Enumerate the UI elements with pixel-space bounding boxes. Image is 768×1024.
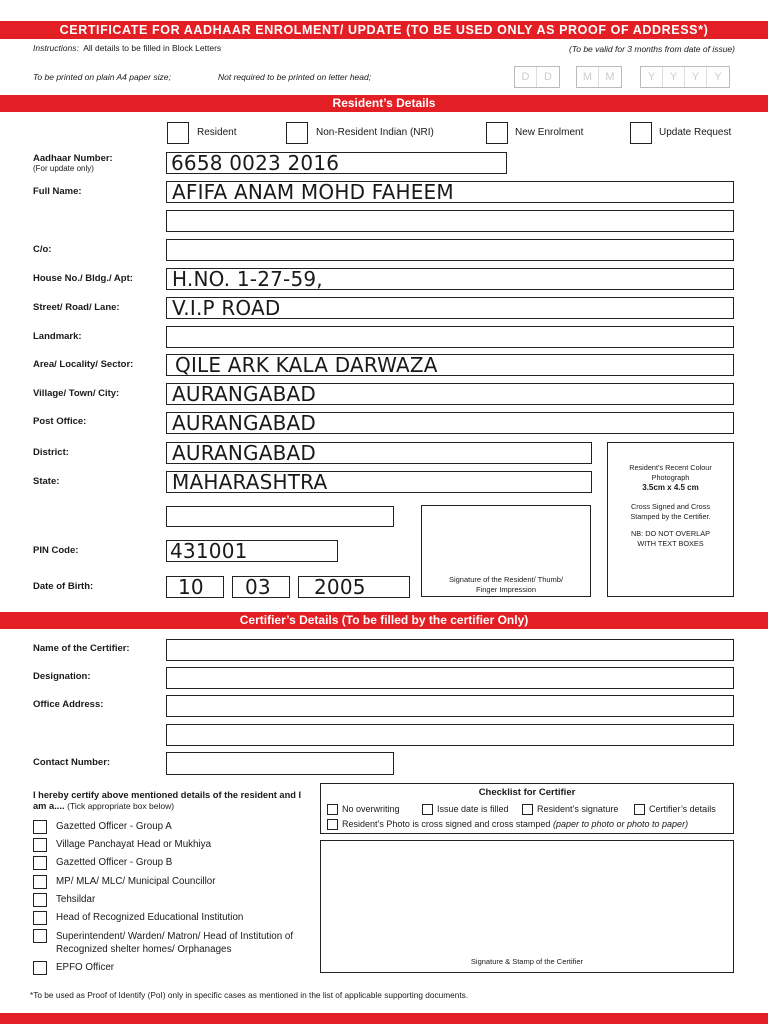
check-certifier-details[interactable] bbox=[634, 804, 645, 815]
check-photo-signed[interactable] bbox=[327, 819, 338, 830]
photo-instructions bbox=[612, 463, 729, 549]
post-office-value: AURANGABAD bbox=[172, 411, 317, 435]
instructions-text: All details to be filled in Block Letters bbox=[83, 43, 222, 53]
validity-note: (To be valid for 3 months from date of issue) bbox=[569, 44, 735, 54]
full-name-field-line2[interactable] bbox=[166, 210, 734, 232]
check-issue-date-label: Issue date is filled bbox=[437, 804, 509, 814]
certify-statement: I hereby certify above mentioned details of the resident and I am a.... (Tick appropriate box below) bbox=[33, 790, 302, 811]
village-label: Village/ Town/ City: bbox=[33, 388, 120, 399]
aadhaar-value: 6658 0023 2016 bbox=[171, 151, 340, 175]
check-photo-signed-note: (paper to photo or photo to paper) bbox=[552, 819, 689, 829]
photo-size: 3.5cm x 4.5 cm bbox=[642, 483, 699, 492]
issue-date-month[interactable]: M M bbox=[576, 66, 622, 88]
dob-month-value: 03 bbox=[245, 575, 271, 599]
post-office-label: Post Office: bbox=[33, 416, 87, 427]
new-enrolment-label: New Enrolment bbox=[515, 127, 584, 138]
house-value: H.NO. 1-27-59, bbox=[172, 267, 323, 291]
area-label: Area/ Locality/ Sector: bbox=[33, 359, 134, 370]
option-panchayat-checkbox[interactable] bbox=[33, 838, 47, 852]
option-tehsildar-checkbox[interactable] bbox=[33, 893, 47, 907]
nri-checkbox[interactable] bbox=[286, 122, 308, 144]
certifier-name-field[interactable] bbox=[166, 639, 734, 661]
footer-bar bbox=[0, 1013, 768, 1024]
state-label: State: bbox=[33, 476, 60, 487]
form-title: CERTIFICATE FOR AADHAAR ENROLMENT/ UPDATE (TO BE USED ONLY AS PROOF OF ADDRESS*) bbox=[0, 21, 768, 39]
certifier-section-header: Certifier’s Details (To be filled by the certifier Only) bbox=[0, 612, 768, 629]
resident-label: Resident bbox=[197, 127, 237, 138]
option-gazetted-a-label: Gazetted Officer - Group A bbox=[56, 821, 172, 832]
area-value: QILE ARK KALA DARWAZA bbox=[175, 353, 438, 377]
check-photo-signed-label: Resident’s Photo is cross signed and cross stamped (paper to photo or photo to paper) bbox=[342, 819, 689, 829]
option-panchayat-label: Village Panchayat Head or Mukhiya bbox=[56, 839, 212, 850]
full-name-label: Full Name: bbox=[33, 186, 82, 197]
landmark-label: Landmark: bbox=[33, 331, 82, 342]
option-epfo-label: EPFO Officer bbox=[56, 962, 115, 973]
option-education-head-checkbox[interactable] bbox=[33, 911, 47, 925]
district-label: District: bbox=[33, 447, 69, 458]
state-field-line2[interactable] bbox=[166, 506, 394, 527]
full-name-value: AFIFA ANAM MOHD FAHEEM bbox=[172, 180, 454, 204]
issue-date-day[interactable]: D D bbox=[514, 66, 560, 88]
state-value: MAHARASHTRA bbox=[172, 470, 328, 494]
landmark-field[interactable] bbox=[166, 326, 734, 348]
option-gazetted-b-label: Gazetted Officer - Group B bbox=[56, 857, 173, 868]
pin-value: 431001 bbox=[170, 539, 248, 563]
check-certifier-details-label: Certifier’s details bbox=[649, 804, 716, 814]
village-value: AURANGABAD bbox=[172, 382, 317, 406]
contact-number-label: Contact Number: bbox=[33, 757, 111, 768]
co-label: C/o: bbox=[33, 244, 52, 255]
designation-field[interactable] bbox=[166, 667, 734, 689]
aadhaar-label: Aadhaar Number: (For update only) bbox=[33, 153, 113, 173]
option-epfo-checkbox[interactable] bbox=[33, 961, 47, 975]
street-label: Street/ Road/ Lane: bbox=[33, 302, 120, 313]
resident-signature-caption: Signature of the Resident/ Thumb/ Finger Impression bbox=[448, 575, 564, 594]
update-request-checkbox[interactable] bbox=[630, 122, 652, 144]
office-address-field[interactable] bbox=[166, 695, 734, 717]
check-no-overwriting[interactable] bbox=[327, 804, 338, 815]
co-field[interactable] bbox=[166, 239, 734, 261]
aadhaar-sublabel: (For update only) bbox=[33, 164, 94, 173]
dob-year-value: 2005 bbox=[314, 575, 366, 599]
photo-instruction-line1: Resident’s Recent Colour Photograph bbox=[629, 463, 712, 482]
resident-section-header: Resident’s Details bbox=[0, 95, 768, 112]
option-education-head-label: Head of Recognized Educational Institution bbox=[56, 912, 244, 923]
pin-label: PIN Code: bbox=[33, 545, 79, 556]
option-tehsildar-label: Tehsildar bbox=[56, 894, 96, 905]
instructions bbox=[33, 43, 221, 53]
district-value: AURANGABAD bbox=[172, 441, 317, 465]
check-no-overwriting-label: No overwriting bbox=[342, 804, 400, 814]
resident-checkbox[interactable] bbox=[167, 122, 189, 144]
instructions-prefix: Instructions: bbox=[33, 43, 79, 53]
certifier-stamp-box[interactable] bbox=[320, 840, 734, 973]
designation-label: Designation: bbox=[33, 671, 91, 682]
option-shelter-head-checkbox[interactable] bbox=[33, 929, 47, 943]
certify-subtext: (Tick appropriate box below) bbox=[67, 801, 175, 811]
photo-instruction-line2: Cross Signed and Cross Stamped by the Certifier. bbox=[630, 502, 711, 521]
footer-note: *To be used as Proof of Identify (PoI) only in specific cases as mentioned in the list of applicable supporting documents. bbox=[30, 990, 469, 1000]
option-mp-mla-checkbox[interactable] bbox=[33, 875, 47, 889]
check-issue-date[interactable] bbox=[422, 804, 433, 815]
office-address-field-line2[interactable] bbox=[166, 724, 734, 746]
certifier-stamp-caption: Signature & Stamp of the Certifier bbox=[470, 957, 584, 966]
update-request-label: Update Request bbox=[659, 127, 732, 138]
new-enrolment-checkbox[interactable] bbox=[486, 122, 508, 144]
print-note-paper: To be printed on plain A4 paper size; bbox=[33, 72, 171, 82]
option-shelter-head-label: Superintendent/ Warden/ Matron/ Head of Institution of Recognized shelter homes/ Orphanages bbox=[56, 931, 294, 955]
street-value: V.I.P ROAD bbox=[172, 296, 281, 320]
issue-date-year[interactable]: Y Y Y Y bbox=[640, 66, 730, 88]
photo-nb: NB: DO NOT OVERLAP WITH TEXT BOXES bbox=[631, 529, 710, 548]
house-label: House No./ Bldg./ Apt: bbox=[33, 273, 133, 284]
nri-label: Non-Resident Indian (NRI) bbox=[316, 127, 434, 138]
checklist-title: Checklist for Certifier bbox=[478, 787, 576, 798]
dob-label: Date of Birth: bbox=[33, 581, 94, 592]
check-resident-signature-label: Resident’s signature bbox=[537, 804, 619, 814]
print-note-letterhead: Not required to be printed on letter head; bbox=[218, 72, 372, 82]
dob-day-value: 10 bbox=[178, 575, 204, 599]
certifier-name-label: Name of the Certifier: bbox=[33, 643, 130, 654]
contact-number-field[interactable] bbox=[166, 752, 394, 775]
option-gazetted-b-checkbox[interactable] bbox=[33, 856, 47, 870]
option-gazetted-a-checkbox[interactable] bbox=[33, 820, 47, 834]
check-resident-signature[interactable] bbox=[522, 804, 533, 815]
office-address-label: Office Address: bbox=[33, 699, 104, 710]
option-mp-mla-label: MP/ MLA/ MLC/ Municipal Councillor bbox=[56, 876, 216, 887]
